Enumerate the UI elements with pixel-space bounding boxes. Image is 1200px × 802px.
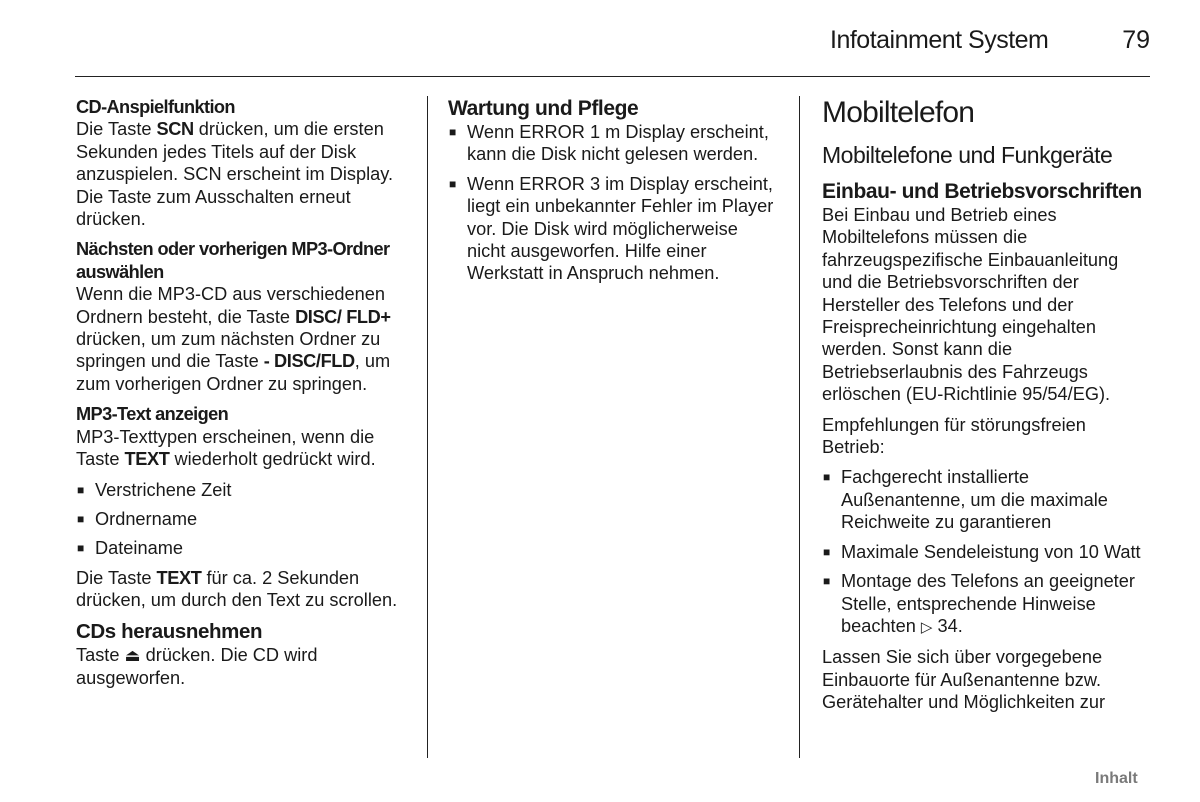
- page-number: 79: [1122, 26, 1150, 54]
- text: wiederholt gedrückt wird.: [169, 449, 376, 470]
- cd-scan-heading: CD-Anspielfunktion: [76, 97, 235, 117]
- install-paragraph: Bei Einbau und Betrieb eines Mobiltelefons müssen die fahrzeugspezifische Einbauanleitung und die Betriebsvorschriften der Hersteller des Telefons und der Freisprecheinrichtung eingehalten werden. Sonst kann die Betriebserlaubnis des Fahrzeugs erlöschen (EU-Richtlinie 95/54/EG).: [822, 205, 1119, 405]
- list-item: [822, 570, 1152, 639]
- column-middle: [448, 96, 780, 292]
- cd-scan-paragraph: [76, 118, 408, 230]
- remove-cd-heading: CDs herausnehmen: [76, 619, 263, 643]
- section-title: Mobiltelefon: [822, 96, 975, 129]
- key-disc-fld-minus: - DISC/FLD: [263, 351, 355, 372]
- text: drücken. Die CD wird ausgeworfen.: [76, 644, 318, 688]
- page-header: [75, 22, 1150, 77]
- list-item: ■ Wenn ERROR 3 im Display erscheint, liegt ein unbekannter Fehler im Player vor. Die Disk wird möglicherweise nicht ausgeworfen. Hilfe einer Werkstatt in Anspruch nehmen.: [448, 173, 780, 285]
- mp3-folder-paragraph: [76, 283, 408, 395]
- list-item: ■ Ordnername: [76, 508, 408, 530]
- text-scroll-paragraph: [76, 567, 408, 612]
- column-divider-left: [427, 96, 428, 758]
- column-left: [76, 96, 408, 697]
- key-text: TEXT: [156, 567, 202, 588]
- subsection-title: Mobiltelefone und Funkgeräte: [822, 142, 1113, 168]
- mp3-text-heading: MP3-Text anzeigen: [76, 404, 229, 425]
- text: MP3-Texttypen erscheinen, wenn die Taste: [76, 426, 375, 470]
- column-divider-right: [799, 96, 800, 758]
- text: für ca. 2 Sekunden drücken, um durch den Text zu scrollen.: [76, 567, 398, 611]
- eject-icon: ⏏: [124, 645, 141, 665]
- mp3-folder-heading: Nächsten oder vorherigen MP3-Ordner auswählen: [76, 239, 390, 282]
- text: Taste: [76, 644, 125, 665]
- text: drücken, um zum nächsten Ordner zu springen und die Taste: [76, 329, 381, 372]
- mp3-text-paragraph: [76, 426, 408, 471]
- list-item: ■ Verstrichene Zeit: [76, 479, 408, 501]
- page-reference-icon: ▷: [920, 618, 933, 636]
- text: , um zum vorherigen Ordner zu springen.: [76, 351, 391, 394]
- text: drücken, um die ersten Sekunden jedes Titels auf der Disk anzuspielen. SCN erscheint im Display. Die Taste zum Ausschalten erneut drücken.: [76, 119, 394, 230]
- mp3-text-list: [76, 479, 408, 560]
- key-text: TEXT: [124, 449, 170, 470]
- column-right: [822, 96, 1152, 722]
- list-item: ■ Maximale Sendeleistung von 10 Watt: [822, 541, 1152, 563]
- recommend-list: [822, 466, 1152, 639]
- list-item: ■ Fachgerecht installierte Außenantenne, um die maximale Reichweite zu garantieren: [822, 466, 1152, 533]
- care-heading: Wartung und Pflege: [448, 97, 639, 120]
- text: Die Taste: [76, 119, 157, 140]
- key-scn: SCN: [156, 119, 194, 140]
- care-list: [448, 121, 780, 285]
- header-title: Infotainment System: [830, 26, 1049, 54]
- text: Die Taste: [76, 567, 157, 588]
- key-disc-fld-plus: DISC/ FLD+: [295, 306, 391, 327]
- text: Wenn die MP3-CD aus verschiedenen Ordnern besteht, die Taste: [76, 284, 386, 327]
- list-item: ■ Dateiname: [76, 537, 408, 559]
- advice-paragraph: Lassen Sie sich über vorgegebene Einbauorte für Außenantenne bzw. Gerätehalter und Möglichkeiten zur: [822, 647, 1106, 713]
- list-item: ■ Wenn ERROR 1 m Display erscheint, kann die Disk nicht gelesen werden.: [448, 121, 780, 166]
- recommend-paragraph: Empfehlungen für störungsfreien Betrieb:: [822, 414, 1086, 458]
- contents-link[interactable]: Inhalt: [1095, 770, 1138, 787]
- text: Montage des Telefons an geeigneter Stelle, entsprechende Hinweise beachten: [841, 571, 1135, 636]
- remove-cd-paragraph: [76, 644, 408, 690]
- install-heading: Einbau- und Betriebsvorschriften: [822, 180, 1142, 203]
- text: 34.: [932, 615, 963, 636]
